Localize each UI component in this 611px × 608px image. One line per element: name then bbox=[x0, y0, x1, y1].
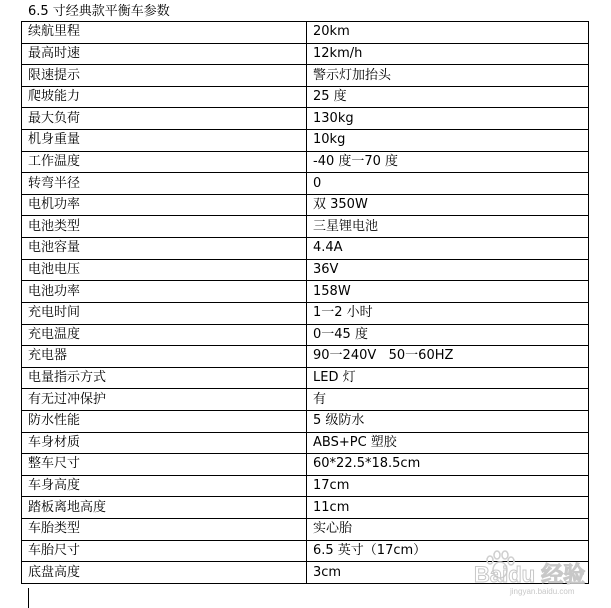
spec-label: 电机功率 bbox=[22, 194, 307, 216]
spec-label: 续航里程 bbox=[22, 22, 307, 44]
spec-label: 有无过冲保护 bbox=[22, 389, 307, 411]
spec-value: 6.5 英寸（17cm） bbox=[307, 540, 589, 562]
watermark-text: Baidu 经验 bbox=[474, 562, 586, 587]
spec-label: 机身重量 bbox=[22, 130, 307, 152]
table-row bbox=[22, 454, 589, 476]
table-row bbox=[22, 519, 589, 541]
table-row bbox=[22, 259, 589, 281]
spec-table bbox=[21, 21, 589, 584]
document-title: 6.5 寸经典款平衡车参数 bbox=[28, 4, 170, 19]
table-row bbox=[22, 281, 589, 303]
table-row bbox=[22, 216, 589, 238]
table-row bbox=[22, 151, 589, 173]
spec-value: 60*22.5*18.5cm bbox=[307, 454, 589, 476]
table-row bbox=[22, 475, 589, 497]
spec-value: 三星锂电池 bbox=[307, 216, 589, 238]
spec-label: 底盘高度 bbox=[22, 562, 307, 584]
spec-label: 转弯半径 bbox=[22, 173, 307, 195]
spec-value: ABS+PC 塑胶 bbox=[307, 432, 589, 454]
spec-label: 最大负荷 bbox=[22, 108, 307, 130]
spec-value: 5 级防水 bbox=[307, 410, 589, 432]
table-row bbox=[22, 65, 589, 87]
spec-value: 36V bbox=[307, 259, 589, 281]
table-row bbox=[22, 410, 589, 432]
watermark-url: jingyan.baidu.com bbox=[510, 587, 575, 596]
spec-label: 电量指示方式 bbox=[22, 367, 307, 389]
spec-label: 踏板离地高度 bbox=[22, 497, 307, 519]
spec-value: 20km bbox=[307, 22, 589, 44]
spec-value: 10kg bbox=[307, 130, 589, 152]
spec-label: 整车尺寸 bbox=[22, 454, 307, 476]
spec-value: 实心胎 bbox=[307, 519, 589, 541]
table-row bbox=[22, 43, 589, 65]
table-row bbox=[22, 432, 589, 454]
table-row bbox=[22, 86, 589, 108]
spec-table-body bbox=[22, 22, 589, 584]
table-row bbox=[22, 497, 589, 519]
spec-value: 4.4A bbox=[307, 238, 589, 260]
spec-value: 130kg bbox=[307, 108, 589, 130]
spec-value: 0一45 度 bbox=[307, 324, 589, 346]
spec-value: 158W bbox=[307, 281, 589, 303]
spec-label: 充电器 bbox=[22, 346, 307, 368]
baidu-jingyan-watermark bbox=[470, 538, 605, 596]
spec-value: 25 度 bbox=[307, 86, 589, 108]
text-cursor bbox=[28, 588, 29, 608]
spec-value: 3cm bbox=[307, 562, 589, 584]
spec-value: 1一2 小时 bbox=[307, 302, 589, 324]
table-row bbox=[22, 346, 589, 368]
spec-label: 充电温度 bbox=[22, 324, 307, 346]
spec-label: 电池功率 bbox=[22, 281, 307, 303]
spec-label: 车身材质 bbox=[22, 432, 307, 454]
spec-label: 电池容量 bbox=[22, 238, 307, 260]
spec-label: 工作温度 bbox=[22, 151, 307, 173]
spec-label: 充电时间 bbox=[22, 302, 307, 324]
table-row bbox=[22, 367, 589, 389]
spec-value: -40 度一70 度 bbox=[307, 151, 589, 173]
spec-value: 17cm bbox=[307, 475, 589, 497]
table-row bbox=[22, 302, 589, 324]
table-row bbox=[22, 130, 589, 152]
spec-label: 车胎尺寸 bbox=[22, 540, 307, 562]
spec-label: 防水性能 bbox=[22, 410, 307, 432]
table-row bbox=[22, 173, 589, 195]
table-row bbox=[22, 108, 589, 130]
table-row bbox=[22, 238, 589, 260]
spec-label: 爬坡能力 bbox=[22, 86, 307, 108]
spec-value: 双 350W bbox=[307, 194, 589, 216]
spec-value: 11cm bbox=[307, 497, 589, 519]
table-row bbox=[22, 194, 589, 216]
spec-label: 电池电压 bbox=[22, 259, 307, 281]
spec-label: 车身高度 bbox=[22, 475, 307, 497]
spec-label: 限速提示 bbox=[22, 65, 307, 87]
spec-value: 12km/h bbox=[307, 43, 589, 65]
spec-label: 最高时速 bbox=[22, 43, 307, 65]
spec-value: 警示灯加抬头 bbox=[307, 65, 589, 87]
spec-label: 电池类型 bbox=[22, 216, 307, 238]
spec-value: LED 灯 bbox=[307, 367, 589, 389]
table-row bbox=[22, 324, 589, 346]
spec-value: 0 bbox=[307, 173, 589, 195]
table-row bbox=[22, 389, 589, 411]
table-row bbox=[22, 22, 589, 44]
spec-value: 有 bbox=[307, 389, 589, 411]
spec-value: 90一240V 50一60HZ bbox=[307, 346, 589, 368]
spec-label: 车胎类型 bbox=[22, 519, 307, 541]
